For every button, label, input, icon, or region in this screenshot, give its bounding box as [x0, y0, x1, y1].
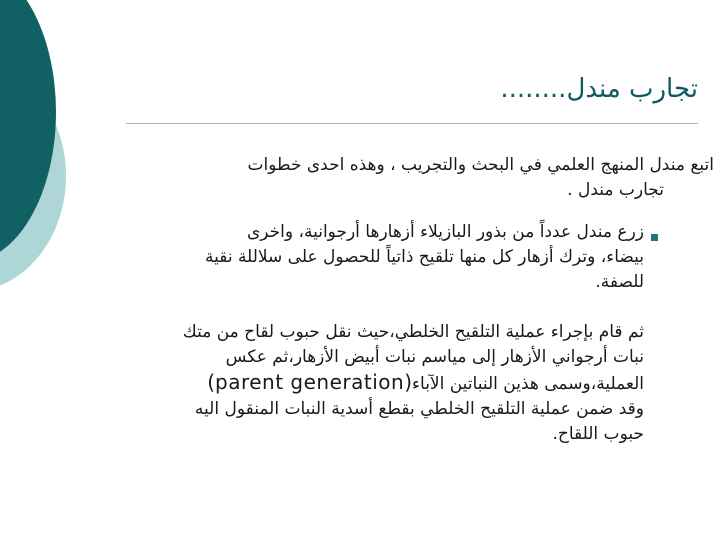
bullet-line: زرع مندل عدداً من بذور البازيلاء أزهارها أرجوانية، واخرى [246, 222, 644, 242]
paragraph-line [112, 370, 644, 397]
bullet-line: للصفة. [595, 272, 644, 292]
parent-generation-term: (parent generation) [207, 370, 413, 394]
paragraph-line: وقد ضمن عملية التلقيح الخلطي بقطع أسدية النبات المنقول اليه [194, 399, 644, 419]
bullet-item [112, 220, 644, 295]
bullet-line: بيضاء، وترك أزهار كل منها تلقيح ذاتياً للحصول على سلاللة نقية [204, 247, 644, 267]
paragraph-line: نبات أرجواني الأزهار إلى مياسم نبات أبيض الأزهار،ثم عكس [225, 347, 644, 367]
intro-line: اتبع مندل المنهج العلمي في البحث والتجريب ، وهذه احدى خطوات [247, 155, 714, 175]
paragraph-text: العملية،وسمى هذين النباتين الآباء [412, 374, 644, 394]
intro-paragraph [140, 153, 714, 203]
intro-line: تجارب مندل . [567, 180, 664, 200]
paragraph-line: حبوب اللقاح. [552, 424, 644, 444]
bullet-square-icon [651, 234, 658, 241]
slide-title: تجارب مندل........ [500, 74, 698, 104]
crossing-paragraph [112, 320, 644, 447]
paragraph-line: ثم قام بإجراء عملية التلقيح الخلطي،حيث نقل حبوب لقاح من متك [182, 322, 644, 342]
title-divider [126, 123, 698, 124]
